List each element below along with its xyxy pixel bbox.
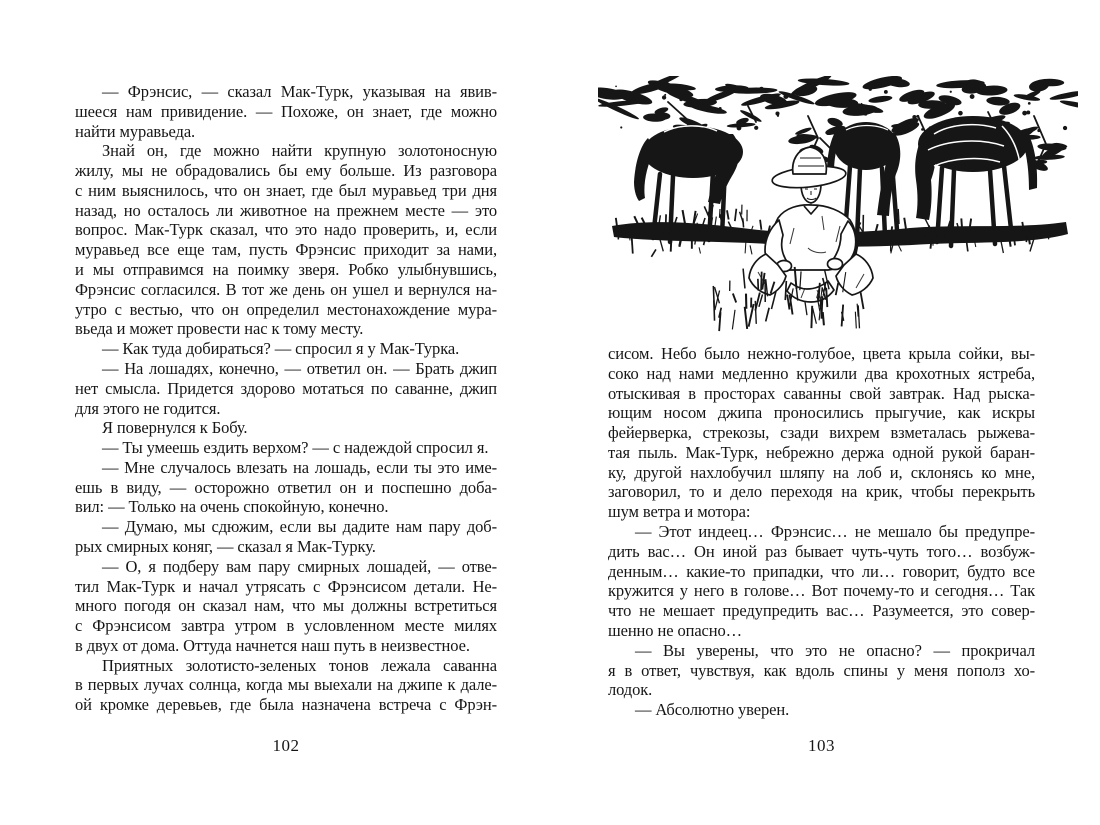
text-line: нет смысла. Придется здорово мотаться по саванне, джип [75, 378, 497, 398]
text-line: — Думаю, мы сдюжим, если вы дадите нам пару доб- [102, 517, 497, 537]
text-line: вил: — Только на очень спокойную, конечно. [75, 497, 389, 517]
text-line: — Ты умеешь ездить верхом? — с надеждой спросил я. [102, 438, 489, 458]
text-line: Я повернулся к Бобу. [102, 418, 248, 438]
text-line: шум ветра и мотора: [608, 502, 751, 522]
text-line: сисом. Небо было нежно-голубое, цвета крыла сойки, вы- [608, 344, 1035, 363]
text-line: вопрос. Мак-Турк сказал, что это надо проверить, и, если [75, 220, 497, 240]
text-line: вьеда и может провести нас к тому месту. [75, 319, 364, 339]
text-line: фейерверка, стрекозы, сзади вихрем взметалась рыжева- [608, 423, 1035, 443]
right-page-text-column [608, 344, 1035, 720]
text-line: заговорил, то и дело переходя на крик, чтобы перекрыть [608, 482, 1035, 502]
text-line: утро с вестью, что он определил местонахождение мура- [75, 299, 497, 319]
text-line: жилу, мы не обрадовались бы ему больше. Из разговора [75, 161, 497, 181]
text-line: — На лошадях, конечно, — ответил он. — Брать джип [102, 358, 497, 378]
text-line: — Абсолютно уверен. [635, 700, 790, 720]
text-line: много погодя он сказал нам, что мы должны встретиться [75, 596, 497, 616]
text-line: соко над нами медленно кружили два крохотных ястреба, [608, 363, 1035, 383]
text-line: с Фрэнсисом завтра утром в условленном месте милях [75, 616, 497, 636]
text-line: ку, другой нахлобучил шляпу на лоб и, склонясь ко мне, [608, 462, 1035, 482]
text-line: в двух от дома. Оттуда начнется наш путь в неизвестное. [75, 635, 470, 655]
text-line: рых смирных коняг, — сказал я Мак-Турку. [75, 536, 376, 556]
text-line: — Мне случалось влезать на лошадь, если ты это име- [102, 457, 497, 477]
text-line: для этого не годится. [75, 398, 221, 418]
text-line: муравьед все еще там, пусть Фрэнсис приходит за нами, [75, 240, 497, 260]
text-line: дить вас… Он иной раз бывает чуть-чуть того… возбуж- [608, 541, 1035, 561]
text-line: ой кромке деревьев, где была назначена встреча с Фрэн- [75, 695, 497, 715]
text-line: что не мешает предупредить вас… Разумеется, это совер- [608, 601, 1035, 621]
text-line: назад, но осталось ли животное на прежнем месте — это [75, 200, 497, 220]
text-line: тая пыль. Мак-Турк, небрежно держа одной рукой баран- [608, 442, 1035, 462]
text-line: денным… какие-то припадки, что ли… говорит, будто все [608, 561, 1035, 581]
text-line: в первых лучах солнца, когда мы выехали на джипе к дале- [75, 675, 497, 695]
right-hand [828, 259, 843, 270]
page-number: 102 [272, 736, 300, 755]
text-line: найти муравьеда. [75, 121, 196, 141]
text-line: лодок. [608, 680, 653, 700]
text-line: и мы отправимся на поимку зверя. Робко улыбнувшись, [75, 260, 497, 280]
text-line: — Фрэнсис, — сказал Мак-Турк, указывая на явив- [102, 82, 497, 101]
text-line: — О, я подберу вам пару смирных лошадей, — отве- [102, 556, 497, 576]
book-illustration [598, 76, 1078, 338]
text-line: Приятных золотисто-зеленых тонов лежала саванна [102, 655, 497, 675]
text-line: я в ответ, чувствуя, как вдоль спины у меня пополз хо- [608, 660, 1035, 680]
text-line: — Вы уверены, что это не опасно? — прокричал [635, 640, 1035, 660]
page-number: 103 [808, 736, 835, 755]
left-page-text-column [75, 82, 497, 715]
squatting-man [749, 147, 873, 302]
text-line: Фрэнсис согласился. В тот же день он ушел и вернулся на- [75, 279, 497, 299]
text-line: — Этот индеец… Фрэнсис… не мешало бы предупре- [635, 522, 1035, 542]
text-line: шенно не опасно… [608, 620, 743, 640]
text-line: — Как туда добираться? — спросил я у Мак-Турка. [102, 339, 460, 359]
text-line: с ним выяснилось, что он знает, где был муравьед три дня [75, 180, 497, 200]
text-line: тил Мак-Турк и начал утрясать с Фрэнсисом детали. Не- [75, 576, 497, 596]
text-line: ешь в виду, — осторожно ответил он и поспешно доба- [75, 477, 497, 497]
text-line: ющим носом джипа проносились прыгучие, как искры [608, 403, 1035, 423]
text-line: Знай он, где можно найти крупную золотоносную [102, 141, 497, 161]
text-line: шееся нам привидение. — Похоже, он знает, где можно [75, 101, 497, 121]
text-line: отыскивая в просторах саванны свой завтрак. Над рыска- [608, 383, 1035, 403]
text-line: кружится у него в голове… Вот почему-то и сегодня… Так [608, 581, 1035, 601]
